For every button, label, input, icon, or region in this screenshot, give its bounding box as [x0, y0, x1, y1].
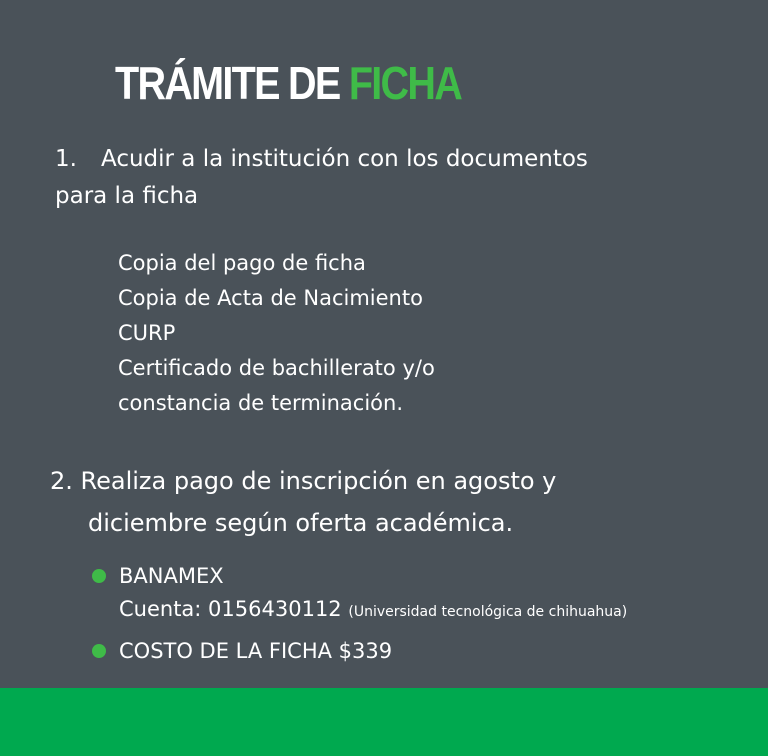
title-accent: FICHA — [348, 57, 462, 109]
cost-text: COSTO DE LA FICHA $339 — [119, 639, 393, 663]
document-item: Certificado de bachillerato y/o — [118, 356, 435, 380]
document-item: CURP — [118, 321, 176, 345]
payment-info — [92, 560, 627, 667]
bank-item — [92, 560, 627, 629]
footer-band — [0, 688, 768, 756]
bank-name: BANAMEX — [119, 564, 224, 588]
documents-list — [118, 246, 435, 421]
bullet-dot-icon — [92, 569, 106, 583]
step-2 — [50, 460, 556, 544]
step-1-text-line2: para la ficha — [55, 183, 199, 209]
document-item: constancia de terminación. — [118, 391, 404, 415]
account-holder: (Universidad tecnológica de chihuahua) — [348, 604, 628, 620]
cost-item — [92, 635, 627, 667]
page-title — [115, 55, 461, 111]
document-item: Copia del pago de ficha — [118, 251, 366, 275]
step-2-line2: diciembre según oferta académica. — [88, 509, 514, 537]
step-1 — [55, 141, 675, 215]
account-line — [92, 592, 627, 629]
step-1-number: 1. — [55, 146, 77, 172]
title-main: TRÁMITE DE — [115, 57, 340, 109]
document-item: Copia de Acta de Nacimiento — [118, 286, 423, 310]
step-1-text-line1: Acudir a la institución con los documentos — [101, 146, 588, 172]
step-2-line1: 2. Realiza pago de inscripción en agosto y — [50, 467, 557, 495]
bullet-dot-icon — [92, 644, 106, 658]
account-number: Cuenta: 0156430112 — [119, 597, 342, 621]
